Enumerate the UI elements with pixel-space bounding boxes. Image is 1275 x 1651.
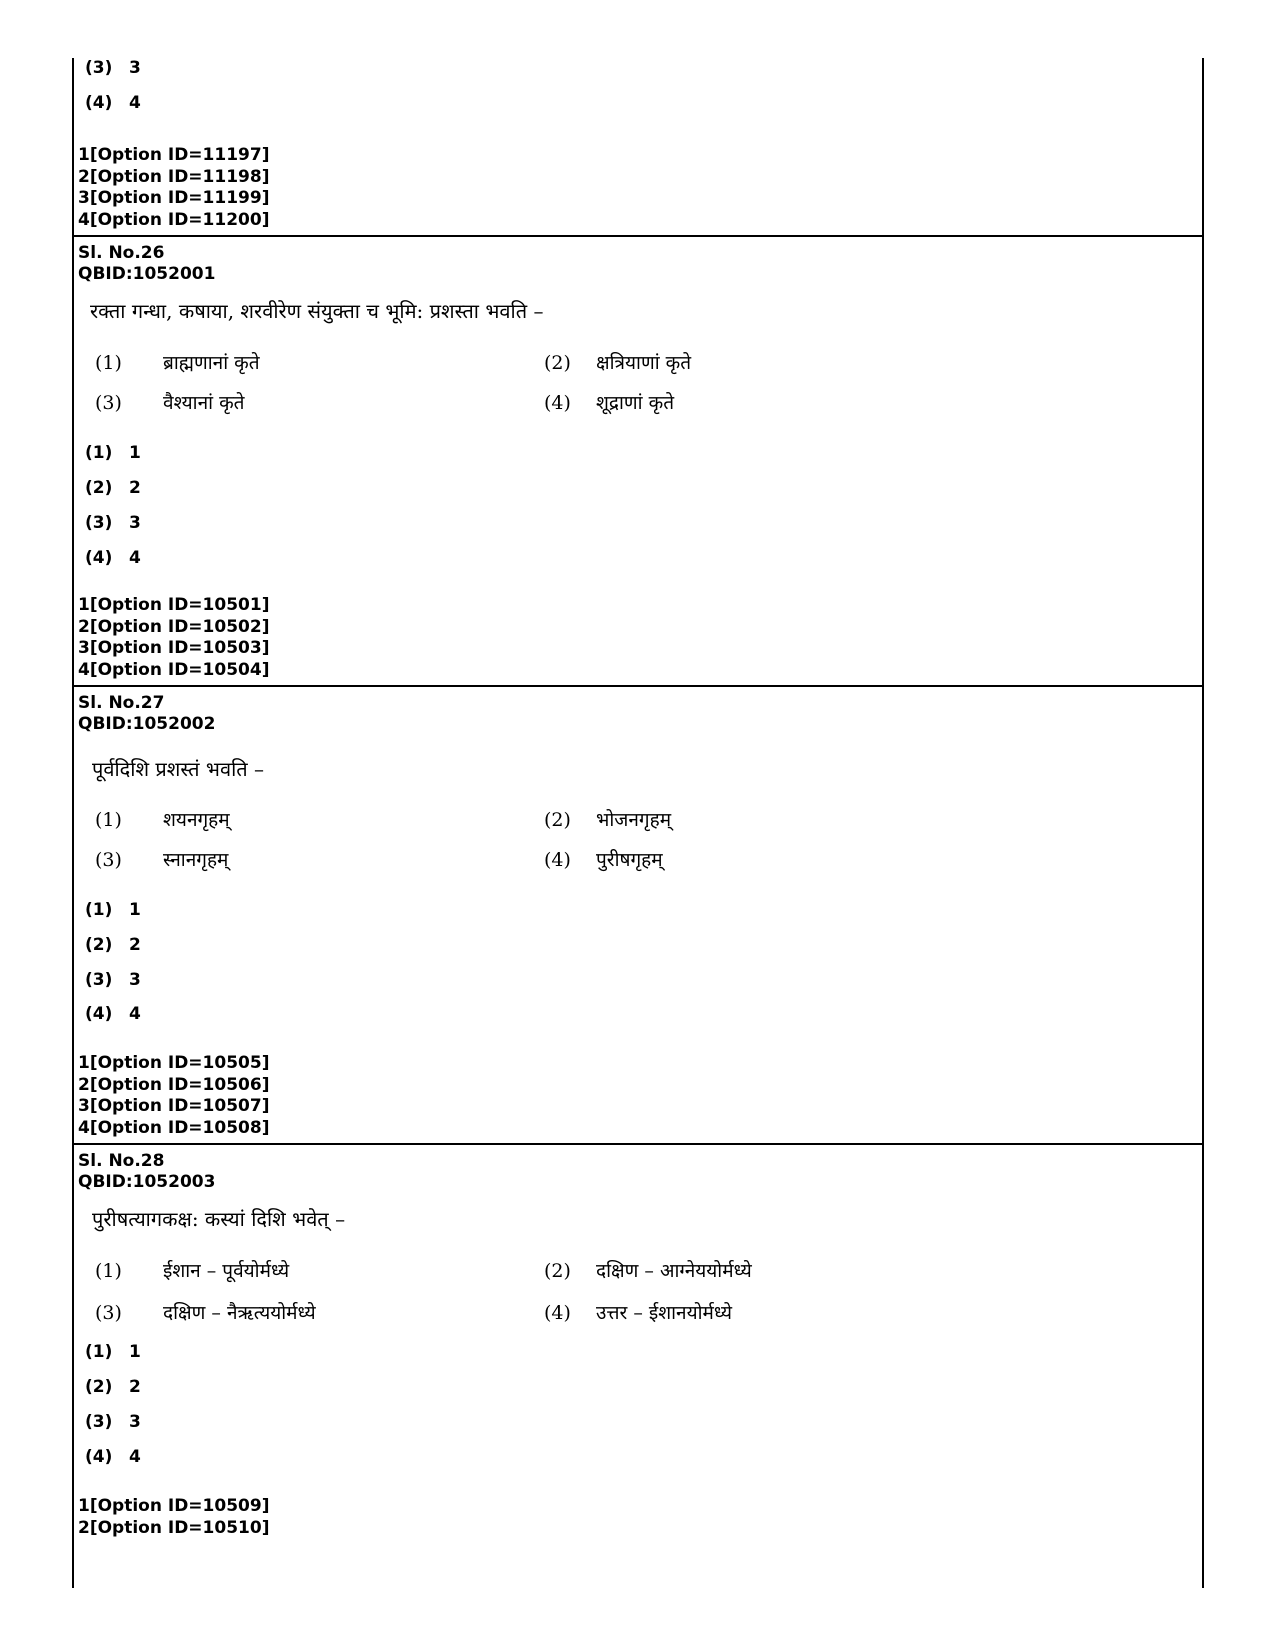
choice-1: (1) शयनगृहम्	[95, 809, 230, 831]
choice-2: (2) क्षत्रियाणां कृते	[544, 352, 692, 374]
choice-4: (4) पुरीषगृहम्	[544, 849, 663, 871]
option-id-list: 1[Option ID=10509] 2[Option ID=10510]	[78, 1496, 270, 1538]
qbid: QBID:1052001	[78, 264, 216, 284]
answer-row: (3) 3	[85, 1412, 141, 1432]
option-id-list: 1[Option ID=10505] 2[Option ID=10506] 3[Option ID=10507] 4[Option ID=10508]	[78, 1053, 270, 1138]
answer-row: (2) 2	[85, 935, 141, 955]
choice-2: (2) भोजनगृहम्	[544, 809, 672, 831]
choice-4: (4) शूद्राणां कृते	[544, 392, 675, 414]
question-text: पूर्वदिशि प्रशस्तं भवति –	[92, 757, 265, 781]
question-text: रक्ता गन्धा, कषाया, शरवीरेण संयुक्ता च भूमि: प्रशस्ता भवति –	[90, 299, 544, 323]
choice-3: (3) वैश्यानां कृते	[95, 392, 245, 414]
question-text: पुरीषत्यागकक्ष: कस्यां दिशि भवेत् –	[92, 1207, 346, 1231]
answer-row: (3) 3	[85, 970, 141, 990]
serial-number: Sl. No.28	[78, 1151, 165, 1171]
question-divider	[72, 235, 1204, 237]
question-divider	[72, 1143, 1204, 1145]
qbid: QBID:1052003	[78, 1172, 216, 1192]
answer-row: (3) 3	[85, 58, 141, 78]
choice-4: (4) उत्तर – ईशानयोर्मध्ये	[544, 1302, 733, 1324]
answer-row: (1) 1	[85, 1342, 141, 1362]
choice-3: (3) दक्षिण – नैऋत्ययोर्मध्ये	[95, 1302, 316, 1324]
answer-row: (1) 1	[85, 900, 141, 920]
serial-number: Sl. No.26	[78, 243, 165, 263]
answer-row: (4) 4	[85, 93, 141, 113]
answer-row: (4) 4	[85, 548, 141, 568]
answer-row: (2) 2	[85, 478, 141, 498]
choice-1: (1) ब्राह्मणानां कृते	[95, 352, 260, 374]
qbid: QBID:1052002	[78, 714, 216, 734]
serial-number: Sl. No.27	[78, 693, 165, 713]
answer-row: (1) 1	[85, 443, 141, 463]
choice-3: (3) स्नानगृहम्	[95, 849, 229, 871]
option-id-list: 1[Option ID=10501] 2[Option ID=10502] 3[Option ID=10503] 4[Option ID=10504]	[78, 595, 270, 680]
choice-2: (2) दक्षिण – आग्नेययोर्मध्ये	[544, 1260, 752, 1282]
option-id-list: 1[Option ID=11197] 2[Option ID=11198] 3[Option ID=11199] 4[Option ID=11200]	[78, 145, 270, 230]
answer-row: (4) 4	[85, 1447, 141, 1467]
answer-row: (4) 4	[85, 1004, 141, 1024]
question-header	[78, 243, 215, 285]
choice-1: (1) ईशान – पूर्वयोर्मध्ये	[95, 1260, 290, 1282]
answer-row: (2) 2	[85, 1377, 141, 1397]
question-divider	[72, 685, 1204, 687]
question-header	[78, 693, 215, 735]
question-header	[78, 1151, 215, 1193]
answer-row: (3) 3	[85, 513, 141, 533]
